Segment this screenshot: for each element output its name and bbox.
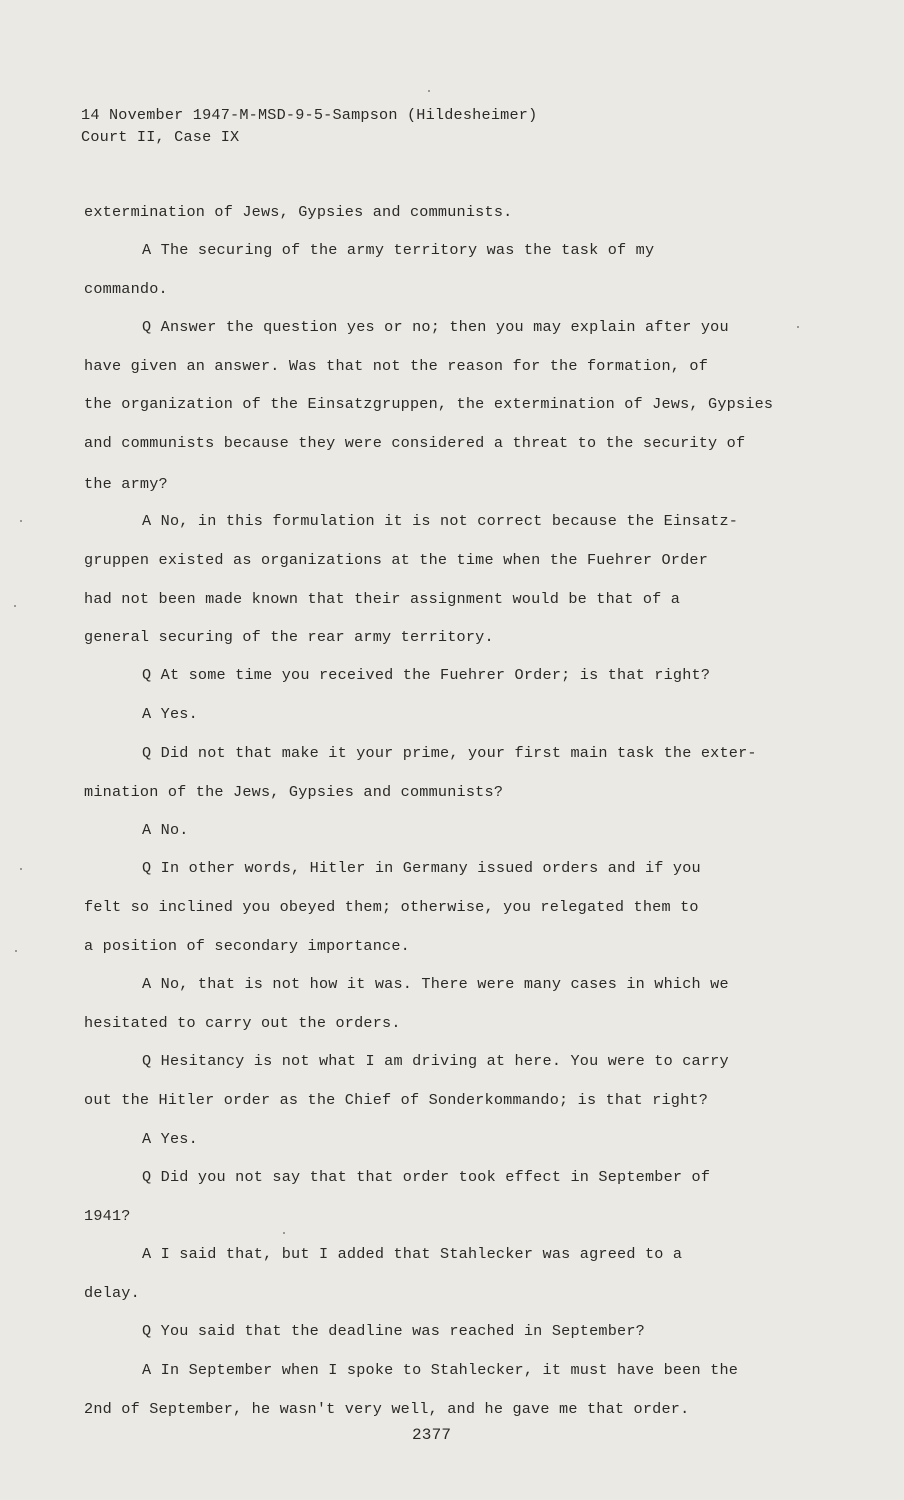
transcript-line: A The securing of the army territory was the task of my [142, 241, 655, 259]
transcript-line: hesitated to carry out the orders. [84, 1014, 401, 1032]
paper-speck [20, 520, 22, 522]
transcript-line: Q At some time you received the Fuehrer Order; is that right? [142, 666, 711, 684]
paper-speck [283, 1232, 285, 1234]
transcript-line: a position of secondary importance. [84, 937, 410, 955]
transcript-line: 1941? [84, 1207, 131, 1225]
transcript-line: the organization of the Einsatzgruppen, the extermination of Jews, Gypsies [84, 395, 774, 413]
transcript-line: A Yes. [142, 705, 198, 723]
paper-speck [14, 605, 16, 607]
page-number: 2377 [412, 1426, 452, 1444]
transcript-line: and communists because they were considered a threat to the security of [84, 434, 746, 452]
transcript-line: A Yes. [142, 1130, 198, 1148]
transcript-line: out the Hitler order as the Chief of Sonderkommando; is that right? [84, 1091, 709, 1109]
transcript-line: Q Did you not say that that order took effect in September of [142, 1168, 711, 1186]
transcript-line: gruppen existed as organizations at the time when the Fuehrer Order [84, 551, 709, 569]
paper-speck [428, 90, 430, 92]
paper-speck [20, 868, 22, 870]
transcript-line: A No. [142, 821, 189, 839]
transcript-line: A No, in this formulation it is not correct because the Einsatz- [142, 512, 739, 530]
paper-speck [797, 326, 799, 328]
header-court-case: Court II, Case IX [81, 128, 240, 146]
transcript-line: Q Did not that make it your prime, your first main task the exter- [142, 744, 757, 762]
transcript-line: delay. [84, 1284, 140, 1302]
header-date-reference: 14 November 1947-M-MSD-9-5-Sampson (Hildesheimer) [81, 106, 538, 124]
transcript-line: commando. [84, 280, 168, 298]
transcript-line: 2nd of September, he wasn't very well, and he gave me that order. [84, 1400, 690, 1418]
transcript-line: the army? [84, 475, 168, 493]
transcript-line: felt so inclined you obeyed them; otherwise, you relegated them to [84, 898, 699, 916]
transcript-line: A No, that is not how it was. There were many cases in which we [142, 975, 729, 993]
transcript-line: had not been made known that their assignment would be that of a [84, 590, 681, 608]
transcript-line: Q Answer the question yes or no; then you may explain after you [142, 318, 729, 336]
transcript-line: have given an answer. Was that not the reason for the formation, of [84, 357, 709, 375]
transcript-line: Q You said that the deadline was reached in September? [142, 1322, 645, 1340]
transcript-line: Q In other words, Hitler in Germany issued orders and if you [142, 859, 701, 877]
transcript-line: general securing of the rear army territory. [84, 628, 494, 646]
paper-speck [15, 950, 17, 952]
transcript-line: A I said that, but I added that Stahlecker was agreed to a [142, 1245, 683, 1263]
transcript-line: mination of the Jews, Gypsies and communists? [84, 783, 504, 801]
transcript-line: Q Hesitancy is not what I am driving at here. You were to carry [142, 1052, 729, 1070]
transcript-line: A In September when I spoke to Stahlecker, it must have been the [142, 1361, 739, 1379]
transcript-line: extermination of Jews, Gypsies and communists. [84, 203, 513, 221]
